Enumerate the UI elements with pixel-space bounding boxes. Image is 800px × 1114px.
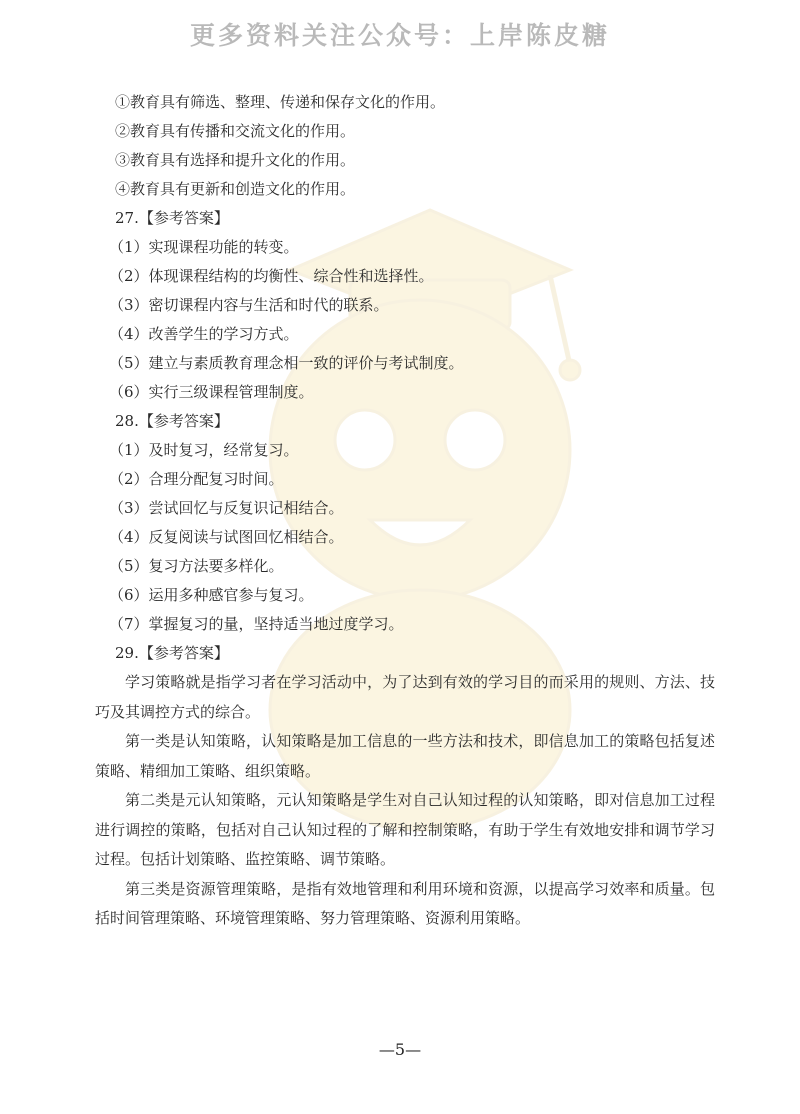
paragraph: 第二类是元认知策略，元认知策略是学生对自己认知过程的认知策略，即对信息加工过程进行调控的策略，包括对自己认知过程的了解和控制策略，有助于学生有效地安排和调节学习过程。包括计划策略、监控策略、调节策略。: [95, 791, 715, 868]
paragraph: 第三类是资源管理策略，是指有效地管理和利用环境和资源，以提高学习效率和质量。包括时间管理策略、环境管理策略、努力管理策略、资源利用策略。: [95, 879, 715, 927]
page-content: [95, 88, 715, 934]
list-item: （1）及时复习，经常复习。: [109, 441, 299, 459]
list-item: ①教育具有筛选、整理、传递和保存文化的作用。: [115, 93, 446, 111]
list-item: ③教育具有选择和提升文化的作用。: [115, 151, 356, 169]
culture-points-list: [95, 88, 715, 204]
list-item: （3）密切课程内容与生活和时代的联系。: [109, 296, 389, 314]
page-header-banner: 更多资料关注公众号：上岸陈皮糖: [189, 21, 610, 50]
list-item: （6）运用多种感官参与复习。: [109, 586, 314, 604]
list-item: （1）实现课程功能的转变。: [109, 238, 299, 256]
list-item: ④教育具有更新和创造文化的作用。: [115, 180, 356, 198]
q28-title: 28.【参考答案】: [115, 412, 229, 430]
list-item: ②教育具有传播和交流文化的作用。: [115, 122, 356, 140]
q28-answer-list: [95, 436, 715, 639]
paragraph: 学习策略就是指学习者在学习活动中，为了达到有效的学习目的而采用的规则、方法、技巧及其调控方式的综合。: [95, 673, 715, 721]
list-item: （4）反复阅读与试图回忆相结合。: [109, 528, 344, 546]
paragraph: 第一类是认知策略，认知策略是加工信息的一些方法和技术，即信息加工的策略包括复述策略、精细加工策略、组织策略。: [95, 732, 715, 780]
list-item: （3）尝试回忆与反复识记相结合。: [109, 499, 344, 517]
page-number: —5—: [378, 1040, 422, 1059]
list-item: （2）体现课程结构的均衡性、综合性和选择性。: [109, 267, 434, 285]
list-item: （5）建立与素质教育理念相一致的评价与考试制度。: [109, 354, 464, 372]
list-item: （6）实行三级课程管理制度。: [109, 383, 314, 401]
q29-answer-body: [95, 668, 715, 934]
list-item: （7）掌握复习的量，坚持适当地过度学习。: [109, 615, 404, 633]
q27-answer-list: [95, 233, 715, 407]
list-item: （2）合理分配复习时间。: [109, 470, 284, 488]
q27-title: 27.【参考答案】: [115, 209, 229, 227]
q29-title: 29.【参考答案】: [115, 644, 229, 662]
list-item: （5）复习方法要多样化。: [109, 557, 284, 575]
list-item: （4）改善学生的学习方式。: [109, 325, 299, 343]
